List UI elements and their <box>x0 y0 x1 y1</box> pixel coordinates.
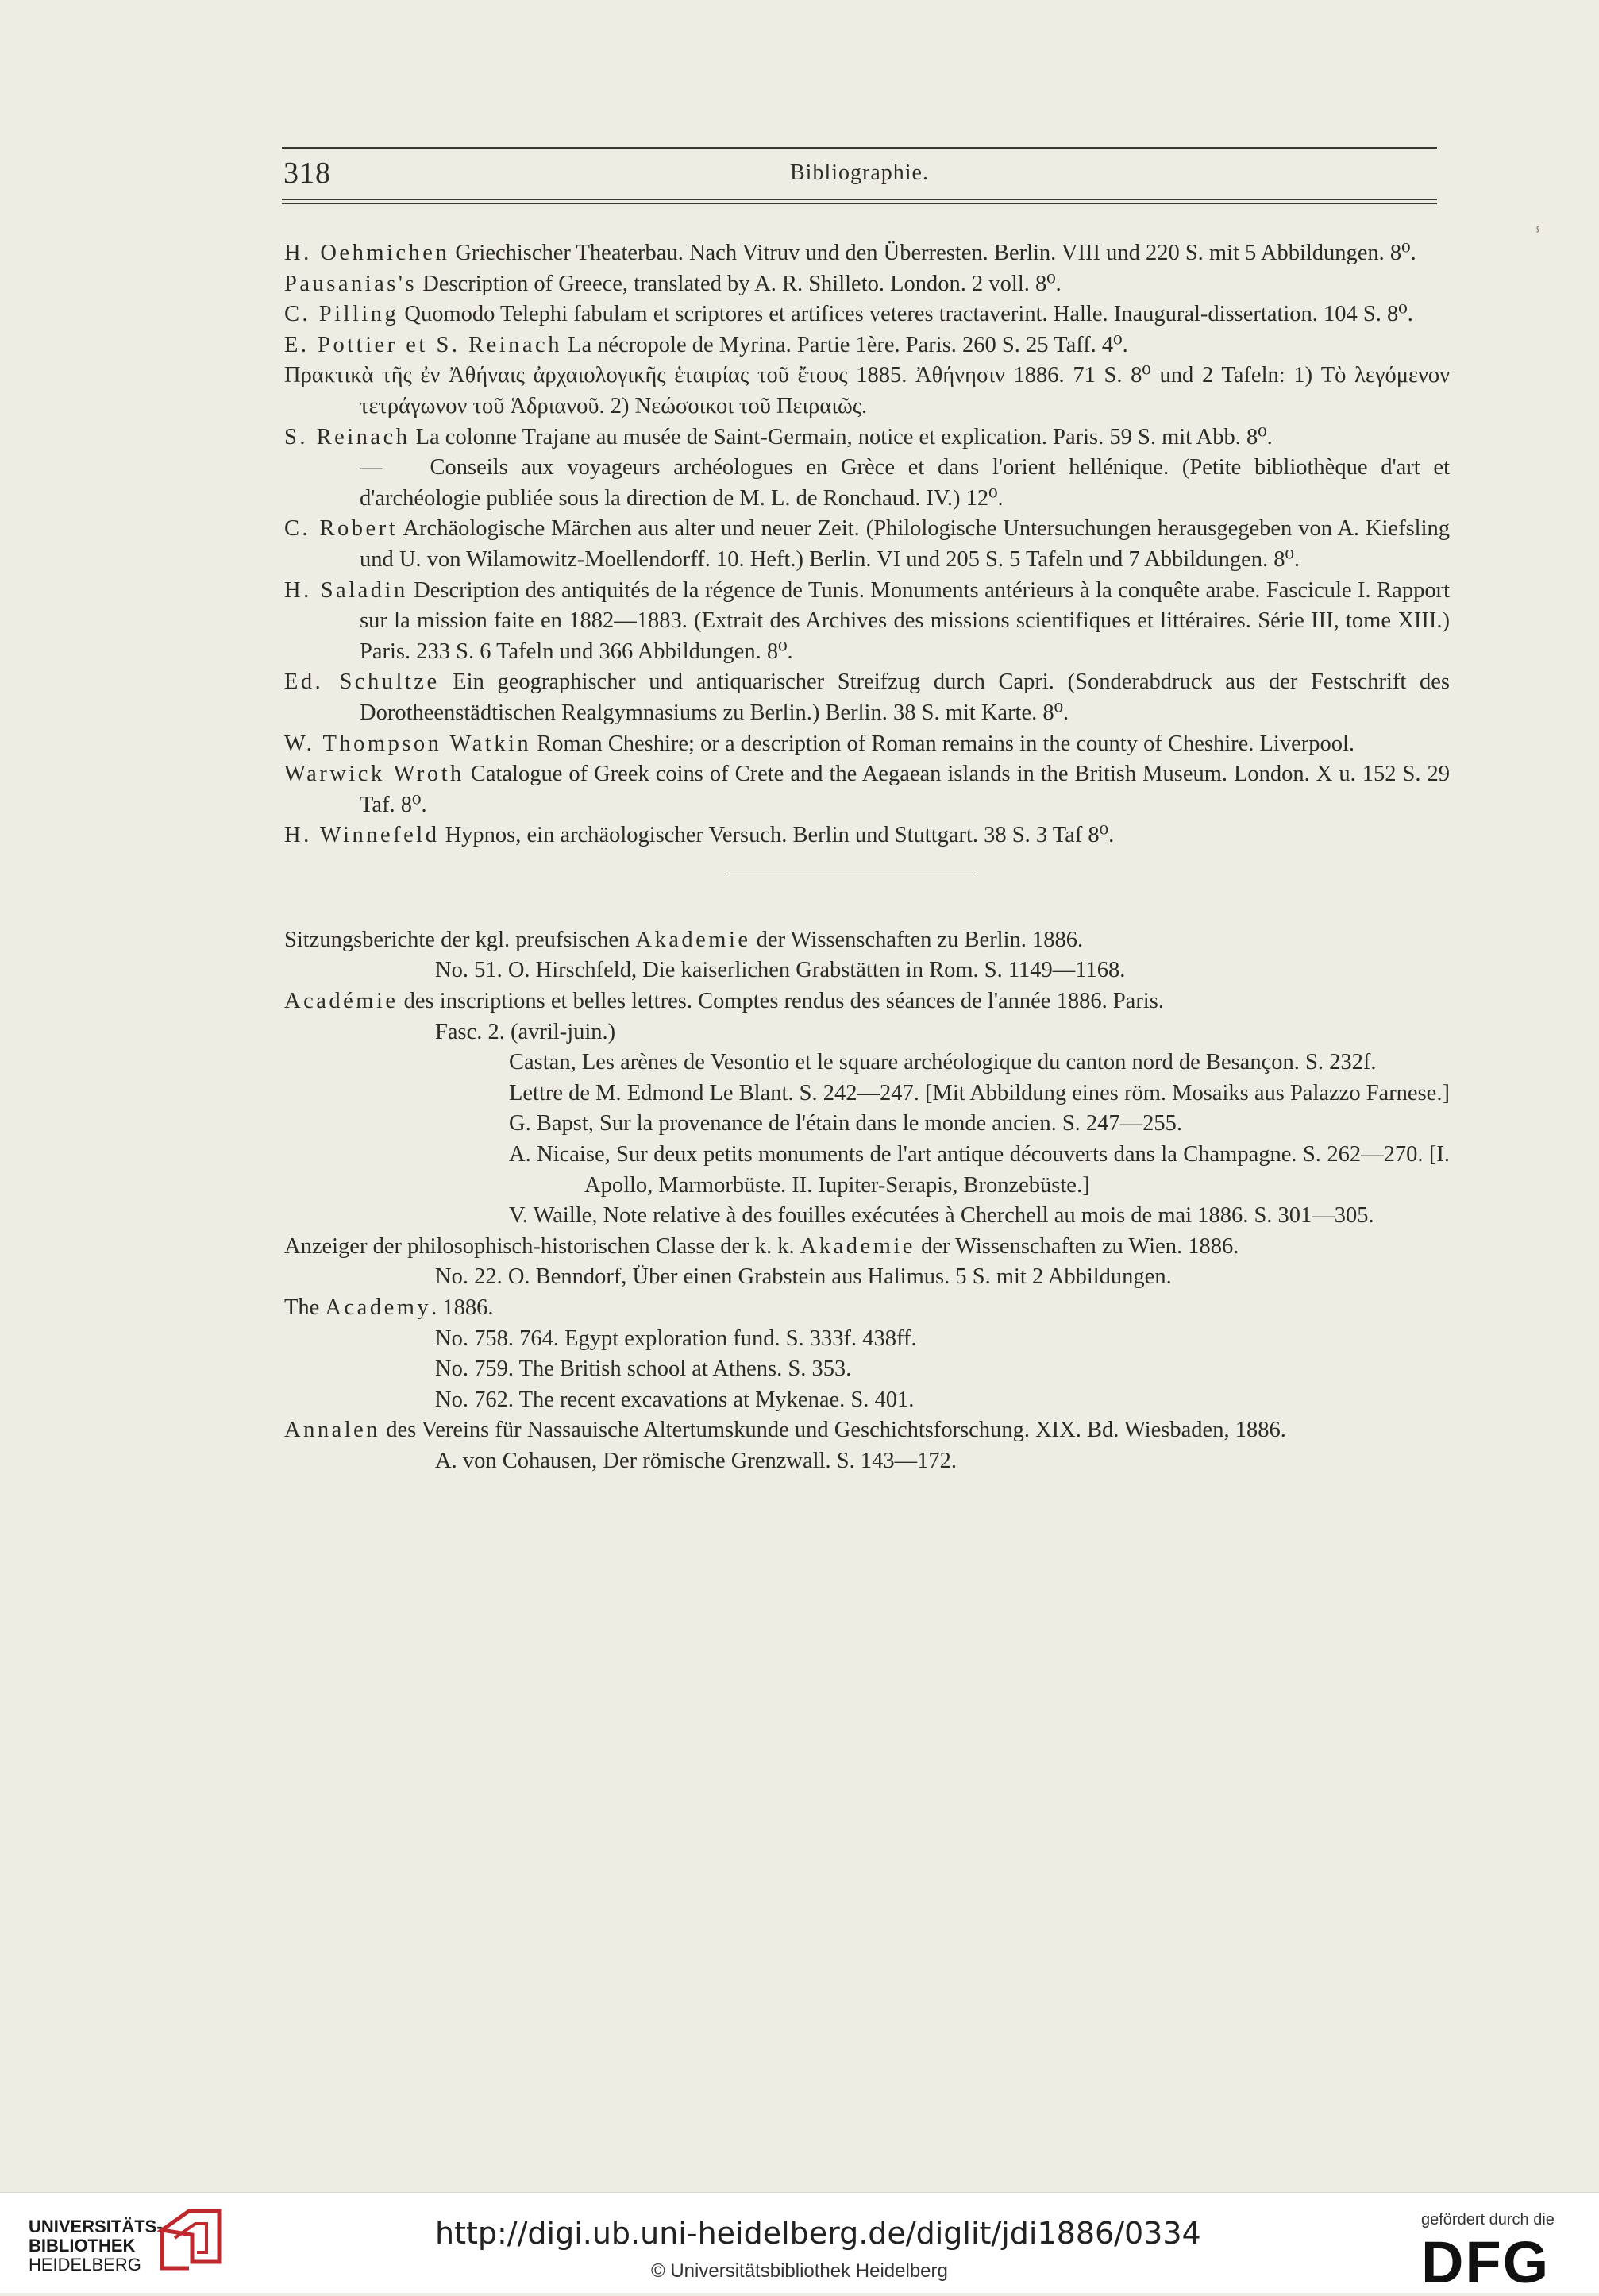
article-item: Lettre de M. Edmond Le Blant. S. 242—247. [Mit Abbildung eines röm. Mosaiks aus Palazzo Farnese.] <box>509 1080 1450 1106</box>
periodical-academy: The Academy. 1886. <box>284 1295 494 1320</box>
entry-text: Archäologische Märchen aus alter und neuer Zeit. (Philologische Untersuchungen herausgegeben von A. Kiefsling und U. von Wilamowitz-Moellendorff. 10. Heft.) Berlin. VI und 205 S. 5 Tafeln und 7 Abbildungen. 8⁰. <box>360 516 1451 572</box>
entry-text: Description of Greece, translated by A. R. Shilleto. London. 2 voll. 8⁰. <box>417 271 1062 296</box>
header-rule-top <box>282 147 1437 149</box>
periodical-berlin: Sitzungsberichte der kgl. preufsischen Akademie der Wissenschaften zu Berlin. 1886. <box>284 927 1084 952</box>
entry-text: La colonne Trajane au musée de Saint-Germain, notice et explication. Paris. 59 S. mit Abb. 8⁰. <box>410 424 1273 450</box>
entry-author: C. Pilling <box>284 302 399 327</box>
copyright-notice: © Universitätsbibliothek Heidelberg <box>651 2260 948 2282</box>
bibliography-entry <box>284 269 1450 300</box>
running-title: Bibliographie. <box>790 160 929 185</box>
bibliography-entry <box>284 759 1450 820</box>
entry-author: Pausanias's <box>284 271 418 296</box>
entry-text: Conseils aux voyageurs archéologues en Grèce et dans l'orient hellénique. (Petite bibliothèque d'art et d'archéologie publiée sous la direction de M. L. de Ronchaud. IV.) 12⁰. <box>360 455 1450 511</box>
entry-text: Ein geographischer und antiquarischer Streifzug durch Capri. (Sonderabdruck aus der Festschrift des Dorotheenstädtischen Realgymnasiums zu Berlin.) Berlin. 38 S. mit Karte. 8⁰. <box>360 670 1450 725</box>
bibliography-entry <box>284 576 1450 668</box>
dfg-logo: DFG <box>1421 2229 1551 2295</box>
page-body <box>284 238 1450 1477</box>
periodical-item: No. 762. The recent excavations at Mykenae. S. 401. <box>435 1387 915 1412</box>
spaced-name: Académie <box>284 989 399 1014</box>
entry-text: Griechischer Theaterbau. Nach Vitruv und den Überresten. Berlin. VIII und 220 S. mit 5 Abbildungen. 8⁰. <box>449 241 1416 265</box>
periodical-item: No. 759. The British school at Athens. S. 353. <box>435 1356 852 1382</box>
article-item: G. Bapst, Sur la provenance de l'étain dans le monde ancien. S. 247—255. <box>509 1111 1183 1136</box>
periodical-wien: Anzeiger der philosophisch-historischen Classe der k. k. Akademie der Wissenschaften zu Wien. 1886. <box>284 1233 1239 1259</box>
fascicle-label: Fasc. 2. (avril-juin.) <box>435 1019 616 1044</box>
entry-author: E. Pottier et S. Reinach <box>284 332 562 357</box>
periodicals-section <box>284 925 1450 1477</box>
spaced-name: Akademie <box>800 1233 915 1259</box>
bibliography-entry <box>284 514 1450 575</box>
spaced-name: Akademie <box>635 927 751 952</box>
entry-text: Hypnos, ein archäologischer Versuch. Berlin und Stuttgart. 38 S. 3 Taf 8⁰. <box>439 823 1115 848</box>
entry-text: La nécropole de Myrina. Partie 1ère. Paris. 260 S. 25 Taff. 4⁰. <box>561 332 1128 357</box>
entry-author: W. Thompson Watkin <box>284 731 532 756</box>
bibliography-entry <box>284 238 1450 269</box>
periodical-academie: Académie des inscriptions et belles lettres. Comptes rendus des séances de l'année 1886. Paris. <box>284 989 1164 1014</box>
header-rule-bottom-thin <box>282 203 1437 204</box>
funded-by-label: gefördert durch die <box>1421 2211 1555 2228</box>
bibliography-entry <box>284 361 1450 422</box>
entry-text: Catalogue of Greek coins of Crete and the Aegaean islands in the British Museum. London. X u. 152 S. 29 Taf. 8⁰. <box>360 762 1450 817</box>
entry-author: C. Robert <box>284 516 399 542</box>
periodical-item: No. 758. 764. Egypt exploration fund. S. 333f. 438ff. <box>435 1326 917 1351</box>
article-item: Castan, Les arènes de Vesontio et le square archéologique du canton nord de Besançon. S. 232f. <box>509 1050 1377 1075</box>
bibliography-entry <box>284 667 1450 728</box>
bibliography-entry <box>284 820 1450 851</box>
entry-author: H. Saladin <box>284 577 408 603</box>
periodical-annalen: Annalen des Vereins für Nassauische Altertumskunde und Geschichtsforschung. XIX. Bd. Wiesbaden, 1886. <box>284 1418 1286 1443</box>
bibliography-list <box>284 238 1450 851</box>
article-item: A. Nicaise, Sur deux petits monuments de l'art antique découverts dans la Champagne. S. 262—270. [I. Apollo, Marmorbüste. II. Iupiter-Serapis, Bronzebüste.] <box>509 1142 1450 1198</box>
entry-text: Quomodo Telephi fabulam et scriptores et artifices veteres tractaverint. Halle. Inaugural-dissertation. 104 S. 8⁰. <box>399 302 1413 327</box>
library-logo-icon <box>157 2206 224 2271</box>
header-rule-bottom <box>282 199 1437 200</box>
bibliography-entry <box>284 729 1450 760</box>
entry-text: Roman Cheshire; or a description of Roman remains in the county of Cheshire. Liverpool. <box>531 731 1355 756</box>
spaced-name: Academy <box>325 1295 432 1320</box>
entry-text: Description des antiquités de la régence de Tunis. Monuments antérieurs à la conquête arabe. Fascicule I. Rapport sur la mission faite en 1882—1883. (Extrait des Archives des missions scientifiques et littéraires. Série III, tome XIII.) Paris. 233 S. 6 Tafeln und 366 Abbildungen. 8⁰. <box>360 577 1450 664</box>
bibliography-entry <box>284 423 1450 453</box>
article-item: V. Waille, Note relative à des fouilles exécutées à Cherchell au mois de mai 1886. S. 301—305. <box>509 1203 1374 1229</box>
entry-author: S. Reinach <box>284 424 410 450</box>
entry-author: H. Winnefeld <box>284 823 440 848</box>
entry-author: Ed. Schultze <box>284 670 440 695</box>
bibliography-entry <box>284 453 1450 514</box>
spaced-name: Annalen <box>284 1418 381 1443</box>
entry-text: Πρακτικὰ τῆς ἐν Ἀθήναις ἀρχαιολογικῆς ἑταιρίας τοῦ ἔτους 1885. Ἀθήνησιν 1886. 71 S. 8⁰ und 2 Tafeln: 1) Τὸ λεγόμενον τετράγωνον τοῦ Ἁδριανοῦ. 2) Νεώσοικοι τοῦ Πειραιῶς. <box>284 363 1450 419</box>
library-name: UNIVERSITÄTS- BIBLIOTHEK HEIDELBERG <box>29 2217 163 2275</box>
periodical-item: No. 51. O. Hirschfeld, Die kaiserlichen Grabstätten in Rom. S. 1149—1168. <box>435 958 1126 983</box>
bibliography-entry <box>284 299 1450 330</box>
ditto-dash: — <box>360 455 383 480</box>
page-number: 318 <box>283 156 331 190</box>
bibliography-entry <box>284 330 1450 361</box>
entry-author: Warwick Wroth <box>284 762 464 787</box>
periodical-item: A. von Cohausen, Der römische Grenzwall. S. 143—172. <box>435 1448 957 1473</box>
entry-author: H. Oehmichen <box>284 241 450 265</box>
permalink-url[interactable]: http://digi.ub.uni-heidelberg.de/diglit/jdi1886/0334 <box>435 2216 1201 2251</box>
periodical-item: No. 22. O. Benndorf, Über einen Grabstein aus Halimus. 5 S. mit 2 Abbildungen. <box>435 1264 1172 1290</box>
scan-speck: ⸯ <box>1532 229 1543 249</box>
